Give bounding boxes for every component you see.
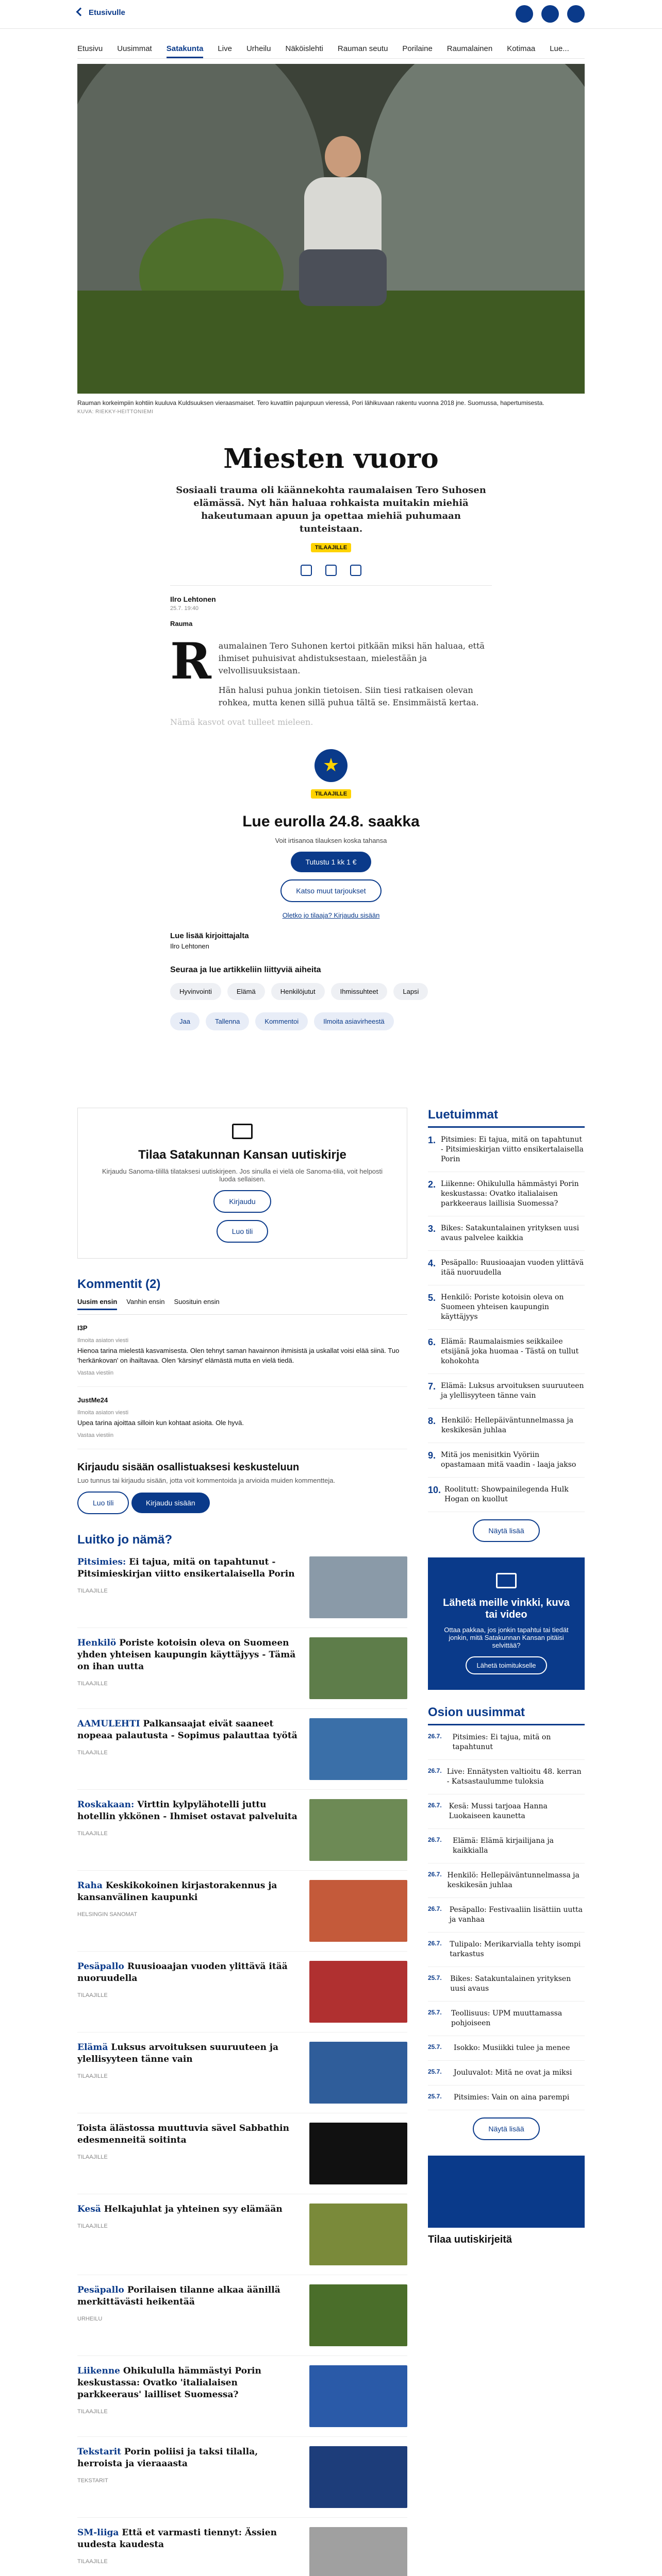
latest-item[interactable]: [428, 2002, 585, 2036]
list-item-meta: TILAAJILLE: [77, 1992, 108, 1998]
author-link[interactable]: Ilro Lehtonen: [170, 942, 209, 950]
latest-title[interactable]: Isokko: Musiikki tulee ja menee: [454, 2044, 570, 2052]
topics-heading: Seuraa ja lue artikkeliin liittyviä aiheita: [170, 965, 321, 974]
article-lead: Sosiaali trauma oli käännekohta raumalaisen Tero Suhosen elämässä. Nyt hän haluaa rohkaista muitakin miehiä hakeutumaan apuun ja opettaa miehiä puhumaan tunteistaan.: [176, 485, 486, 534]
list-item-kicker: Pesäpallo: [77, 1961, 124, 1972]
list-item-title[interactable]: Ei tajua, mitä on tapahtunut - Pitsimieskirjan viitto ensikertalaisella Porin: [77, 1557, 295, 1579]
topic-chips: [170, 983, 492, 1000]
most-read-title[interactable]: Elämä: Raumalaismies seikkailee etsijänä joka huomaa - Tästä on tullut kohokohta: [441, 1337, 579, 1365]
list-item[interactable]: [77, 1790, 407, 1871]
newsletter-banner[interactable]: [428, 2156, 585, 2228]
list-item-text: [77, 1880, 300, 1942]
section-latest-more[interactable]: Näytä lisää: [473, 2117, 539, 2140]
most-read-number: 2.: [428, 1179, 436, 1190]
latest-item[interactable]: [428, 1967, 585, 2002]
section-latest: [428, 1705, 585, 2140]
article: [170, 443, 492, 1030]
list-item[interactable]: [77, 1547, 407, 1628]
list-item-text: [77, 2204, 300, 2265]
publish-date: 25.7. 19:40: [170, 605, 199, 612]
list-item-text: [77, 1799, 300, 1861]
most-read-item[interactable]: [428, 1330, 585, 1374]
list-item-title[interactable]: Toista älästossa muuttuvia sävel Sabbathin edesmenneitä soitinta: [77, 2123, 289, 2145]
topic-chip[interactable]: Lapsi: [393, 983, 428, 1000]
list-item[interactable]: [77, 2356, 407, 2437]
comment-tab[interactable]: Vanhin ensin: [126, 1298, 165, 1306]
paywall: [170, 749, 492, 919]
most-read-title[interactable]: Liikenne: Ohikululla hämmästyi Porin keskustassa: Ovatko italialaisen parkkeeraus laillisia Suomessa?: [441, 1180, 579, 1208]
list-item-title[interactable]: Poriste kotoisin oleva on Suomeen yhden yhteisen kaupungin käyttäjyys - Tämä on ihan uutta: [77, 1638, 296, 1672]
most-read-item[interactable]: [428, 1443, 585, 1478]
paywall-title: Lue eurolla 24.8. saakka: [242, 813, 420, 830]
tip-text: Ottaa pakkaa, jos jonkin tapahtui tai tiedät jonkin, mitä Satakunnan Kansan pitäisi selvittää?: [444, 1626, 569, 1649]
list-item-kicker: Raha: [77, 1880, 103, 1891]
list-item-text: [77, 2284, 300, 2346]
latest-title[interactable]: Elämä: Elämä kirjailijana ja kaikkialla: [453, 1837, 554, 1855]
share-button[interactable]: Kommentoi: [255, 1012, 308, 1030]
cta-title: Kirjaudu sisään osallistuaksesi keskusteluun: [77, 1462, 300, 1473]
latest-title[interactable]: Kesä: Mussi tarjoaa Hanna Luokaiseen kaunetta: [449, 1802, 548, 1820]
latest-title[interactable]: Bikes: Satakuntalainen yrityksen uusi avaus: [450, 1975, 571, 1993]
paragraph: aumalainen Tero Suhonen kertoi pitkään miksi hän haluaa, että ihmiset puhuisivat ahdistuksestaan, mielestään ja velvollisuuksistaan.: [218, 641, 485, 675]
photo-caption: Rauman korkeimpiin kohtiin kuuluva Kuldsuuksen vieraasmaiset. Tero kuvattiin pajunpuun vieressä, Pori lähikuvaan rakentu vuonna 2018 jne. Suomussa, hapertumisesta. KUVA: RIEKKY-HEITTONIEMI: [77, 399, 585, 416]
nav-item[interactable]: Näköislehti: [285, 44, 323, 53]
most-read-number: 4.: [428, 1258, 436, 1268]
reply-link[interactable]: Vastaa viestiin: [77, 1370, 114, 1376]
most-read-number: 5.: [428, 1293, 436, 1303]
hero-photo: [77, 64, 585, 394]
list-item-meta: TILAAJILLE: [77, 2409, 108, 2415]
list-item-title[interactable]: Helkajuhlat ja yhteinen syy elämään: [104, 2204, 283, 2214]
list-item-kicker: Kesä: [77, 2204, 101, 2214]
latest-title[interactable]: Pitsimies: Ei tajua, mitä on tapahtunut: [452, 1733, 551, 1751]
most-read-heading: Luetuimmat: [428, 1108, 585, 1128]
tip-box: [428, 1557, 585, 1690]
top-icons: [516, 5, 585, 23]
section-latest-heading: Osion uusimmat: [428, 1705, 585, 1725]
latest-time: 26.7.: [428, 1802, 442, 1809]
most-read-number: 10.: [428, 1485, 441, 1495]
list-item-kicker: Henkilö: [77, 1638, 117, 1648]
latest-title[interactable]: Tulipalo: Merikarvialla tehty isompi tarkastus: [450, 1940, 581, 1958]
latest-time: 26.7.: [428, 1767, 442, 1774]
comment-tab[interactable]: Uusim ensin: [77, 1298, 117, 1310]
top-bar: [0, 0, 662, 29]
latest-title[interactable]: Jouluvalot: Mitä ne ovat ja miksi: [454, 2069, 572, 2077]
latest-item[interactable]: [428, 1794, 585, 1829]
article-actions: [170, 565, 492, 576]
latest-time: 25.7.: [428, 2068, 442, 2075]
location: Rauma: [170, 620, 193, 628]
author-name[interactable]: Ilro Lehtonen: [170, 595, 216, 603]
list-item-title[interactable]: Palkansaajat eivät saaneet nopeaa palautusta - Sopimus palauttaa työtä: [77, 1719, 297, 1741]
most-read-number: 3.: [428, 1224, 436, 1234]
nav-item[interactable]: Raumalainen: [446, 44, 493, 53]
list-item-text: [77, 1961, 300, 2023]
most-read-title[interactable]: Bikes: Satakuntalainen yrityksen uusi avaus palvelee kaikkia: [441, 1224, 580, 1242]
list-item-thumbnail[interactable]: [309, 2042, 407, 2104]
list-item-meta: TILAAJILLE: [77, 2558, 108, 2565]
latest-item[interactable]: [428, 2061, 585, 2086]
newsletter-login-button[interactable]: Kirjaudu: [213, 1190, 271, 1213]
list-item[interactable]: [77, 2194, 407, 2275]
list-item-text: [77, 1556, 300, 1618]
list-heading: Luitko jo nämä?: [77, 1533, 173, 1547]
share-button[interactable]: Jaa: [170, 1012, 200, 1030]
most-read-title[interactable]: Pitsimies: Ei tajua, mitä on tapahtunut - Pitsimieskirjan viitto ensikertalaisella Porin: [441, 1136, 584, 1163]
list-item-thumbnail[interactable]: [309, 2446, 407, 2508]
latest-time: 26.7.: [428, 1871, 442, 1878]
login-button[interactable]: Kirjaudu sisään: [131, 1493, 210, 1513]
topic-chip[interactable]: Ihmissuhteet: [331, 983, 388, 1000]
newsletter-banner-title: Tilaa uutiskirjeitä: [428, 2234, 512, 2245]
list-item[interactable]: [77, 1871, 407, 1952]
latest-item[interactable]: [428, 1933, 585, 1967]
list-item-thumbnail[interactable]: [309, 2123, 407, 2184]
newsletter-create-button[interactable]: Luo tili: [217, 1220, 268, 1243]
most-read-title[interactable]: Henkilö: Poriste kotoisin oleva on Suomeen yhteisen kaupungin käyttäjyys: [441, 1293, 564, 1321]
list-item[interactable]: [77, 2437, 407, 2518]
latest-title[interactable]: Henkilö: Hellepäiväntunnelmassa ja keskikesän juhlaa: [447, 1871, 580, 1889]
latest-time: 26.7.: [428, 1836, 442, 1843]
most-read-number: 9.: [428, 1450, 436, 1461]
main-column: [77, 1108, 407, 2576]
envelope-icon: [232, 1124, 253, 1139]
list-item-meta: TILAAJILLE: [77, 1681, 108, 1687]
latest-time: 25.7.: [428, 2093, 442, 2100]
list-item-text: [77, 2527, 300, 2576]
latest-title[interactable]: Pitsimies: Vain on aina parempi: [454, 2093, 570, 2102]
list-item[interactable]: [77, 2113, 407, 2194]
list-item-meta: TILAAJILLE: [77, 1750, 108, 1756]
article-list: [77, 1547, 407, 2576]
list-item-meta: URHEILU: [77, 2316, 103, 2322]
comments-heading: Kommentit (2): [77, 1277, 161, 1291]
list-item[interactable]: [77, 2275, 407, 2356]
nav-item[interactable]: Porilaine: [402, 44, 433, 53]
most-read-item[interactable]: [428, 1251, 585, 1285]
share-button[interactable]: Ilmoita asiavirheestä: [314, 1012, 394, 1030]
report-link[interactable]: Ilmoita asiaton viesti: [77, 1410, 129, 1416]
report-link[interactable]: Ilmoita asiaton viesti: [77, 1337, 129, 1344]
most-read-item[interactable]: [428, 1409, 585, 1443]
nav-item[interactable]: Rauman seutu: [337, 44, 388, 53]
nav-item[interactable]: Lue...: [550, 44, 569, 53]
list-item-meta: TILAAJILLE: [77, 2154, 108, 2160]
comment-text: Upea tarina ajoittaa silloin kun kohtaat asioita. Ole hyvä.: [77, 1419, 244, 1427]
list-item-title[interactable]: Keskikokoinen kirjastorakennus ja kansanvälinen kaupunki: [77, 1880, 277, 1903]
most-read-number: 1.: [428, 1135, 436, 1145]
list-item-text: [77, 1637, 300, 1699]
list-item-title[interactable]: Luksus arvoituksen suuruuteen ja ylellisyyteen tänne vain: [77, 2042, 279, 2064]
most-read-number: 7.: [428, 1381, 436, 1392]
paywall-badge: TILAAJILLE: [311, 789, 351, 799]
list-item-thumbnail[interactable]: [309, 1961, 407, 2023]
most-read-title[interactable]: Roolitutt: Showpainilegenda Hulk Hogan on kuollut: [444, 1485, 569, 1503]
subscribe-button[interactable]: Tutustu 1 kk 1 €: [291, 852, 371, 872]
topic-chip[interactable]: Elämä: [227, 983, 265, 1000]
list-item-kicker: Liikenne: [77, 2366, 120, 2376]
list-item-text: [77, 2042, 300, 2104]
most-read: [428, 1108, 585, 1542]
list-item-kicker: SM-liiga: [77, 2528, 119, 2538]
latest-title[interactable]: Pesäpallo: Festivaaliin lisättiin uutta ja vanhaa: [449, 1906, 583, 1924]
newsletter-text: Kirjaudu Sanoma-tilillä tilataksesi uutiskirjeen. Jos sinulla ei vielä ole Sanoma-tiliä, voit helposti luoda sellaisen.: [102, 1167, 383, 1183]
list-item[interactable]: [77, 1952, 407, 2032]
latest-time: 25.7.: [428, 2043, 442, 2050]
list-item-title[interactable]: Virttin kylpylähotelli juttu hotellin ykkönen - Ihmiset ostavat palveluita: [77, 1800, 297, 1822]
most-read-number: 6.: [428, 1337, 436, 1347]
subscriber-badge: TILAAJILLE: [311, 543, 351, 552]
paragraph: Hän halusi puhua jonkin tietoisen. Siin tiesi ratkaisen olevan rohkea, mutta kenen sillä puhua tältä se. Ensimmäistä kertaa.: [218, 685, 479, 707]
comment-text: Hienoa tarina mielestä kasvamisesta. Olen tehnyt saman havainnon ihmisistä ja uskallat voisi elää siinä. Tuo 'herkänkovan' on ihailtavaa. Olen 'kärsinyt' elämästä mutta en vielä tiedä.: [77, 1347, 400, 1364]
list-item-thumbnail[interactable]: [309, 1880, 407, 1942]
nav-item[interactable]: Live: [218, 44, 232, 53]
latest-title[interactable]: Live: Ennätysten valtioitu 48. kerran - Katsastaulumme tuloksia: [446, 1768, 582, 1786]
paywall-sub: Voit irtisanoa tilauksen koska tahansa: [275, 837, 387, 844]
list-item-title[interactable]: Ohikululla hämmästyi Porin keskustassa: Ovatko 'italialaisen parkkeeraus' lailliset Suomessa?: [77, 2366, 261, 2400]
back-label: Etusivulle: [89, 8, 125, 17]
list-item-kicker: Roskakaan:: [77, 1800, 135, 1810]
list-item-text: [77, 1718, 300, 1780]
share-bar: [170, 1012, 492, 1030]
most-read-item[interactable]: [428, 1216, 585, 1251]
section-nav: [77, 40, 585, 59]
brand-logo-icon: [315, 749, 347, 782]
comment: [77, 1387, 407, 1449]
drop-cap: R: [170, 632, 211, 690]
latest-item[interactable]: [428, 2086, 585, 2110]
list-item-kicker: Pesäpallo: [77, 2285, 124, 2295]
list-item-thumbnail[interactable]: [309, 2527, 407, 2576]
list-item-title[interactable]: Ruusioaajan vuoden ylittävä itää nuoruudella: [77, 1961, 288, 1984]
list-item-thumbnail[interactable]: [309, 1718, 407, 1780]
list-item[interactable]: [77, 1628, 407, 1709]
latest-item[interactable]: [428, 1760, 585, 1794]
create-account-button[interactable]: Luo tili: [77, 1492, 129, 1514]
list-item-meta: TILAAJILLE: [77, 1831, 108, 1837]
list-item-text: [77, 2446, 300, 2508]
list-item-title[interactable]: Porilaisen tilanne alkaa äänillä merkittävästi heikentää: [77, 2285, 280, 2307]
login-link[interactable]: Oletko jo tilaaja? Kirjaudu sisään: [282, 911, 380, 919]
list-item-text: [77, 2365, 300, 2427]
chat-icon: [496, 1573, 517, 1588]
list-item-title[interactable]: Porin poliisi ja taksi tilalla, herroista ja vieraaasta: [77, 2447, 258, 2469]
more-heading: Lue lisää kirjoittajalta: [170, 931, 249, 940]
list-item-meta: TILAAJILLE: [77, 2223, 108, 2229]
topic-chip[interactable]: Hyvinvointi: [170, 983, 221, 1000]
most-read-title[interactable]: Henkilö: Hellepäiväntunnelmassa ja keskikesän juhlaa: [441, 1416, 574, 1434]
share-button[interactable]: Tallenna: [206, 1012, 249, 1030]
person-figure: [299, 136, 387, 306]
latest-time: 25.7.: [428, 1974, 442, 1981]
nav-item[interactable]: Uusimmat: [117, 44, 152, 53]
comment-tabs: [77, 1298, 407, 1315]
latest-time: 26.7.: [428, 1940, 442, 1947]
list-item-kicker: AAMULEHTI: [77, 1719, 140, 1729]
list-item[interactable]: [77, 2518, 407, 2576]
list-item-meta: TILAAJILLE: [77, 1588, 108, 1594]
list-item[interactable]: [77, 2032, 407, 2113]
list-item-meta: TILAAJILLE: [77, 2073, 108, 2079]
most-read-title[interactable]: Pesäpallo: Ruusioaajan vuoden ylittävä itää nuoruudella: [441, 1259, 584, 1277]
latest-time: 25.7.: [428, 2009, 442, 2016]
back-link[interactable]: [77, 8, 125, 17]
faded-paragraph: Nämä kasvot ovat tulleet mieleen.: [170, 717, 313, 727]
most-read-more[interactable]: Näytä lisää: [473, 1519, 539, 1542]
article-title: Miesten vuoro: [223, 443, 439, 474]
nav-item[interactable]: Satakunta: [167, 40, 204, 58]
nav-item[interactable]: Etusivu: [77, 44, 103, 53]
most-read-item[interactable]: [428, 1128, 585, 1172]
most-read-item[interactable]: [428, 1374, 585, 1409]
comment: [77, 1315, 407, 1387]
offers-button[interactable]: Katso muut tarjoukset: [280, 879, 381, 902]
list-item[interactable]: [77, 1709, 407, 1790]
most-read-number: 8.: [428, 1416, 436, 1426]
list-item-thumbnail[interactable]: [309, 2204, 407, 2265]
most-read-title[interactable]: Mitä jos menisitkin Vyöriin opastamaan mitä vaadin - laaja jakso: [441, 1451, 576, 1469]
list-item-thumbnail[interactable]: [309, 1799, 407, 1861]
nav-item[interactable]: Urheilu: [246, 44, 271, 53]
bookmark-icon[interactable]: [325, 565, 337, 576]
latest-item[interactable]: [428, 1725, 585, 1760]
most-read-item[interactable]: [428, 1478, 585, 1512]
list-item-text: [77, 2123, 300, 2184]
latest-title[interactable]: Teollisuus: UPM muuttamassa pohjoiseen: [451, 2009, 562, 2027]
user-icon[interactable]: [567, 5, 585, 23]
latest-time: 26.7.: [428, 1733, 442, 1740]
list-item-title[interactable]: Että et varmasti tiennyt: Ässien uudesta kaudesta: [77, 2528, 277, 2550]
latest-item[interactable]: [428, 2036, 585, 2061]
sidebar: [428, 1108, 585, 2246]
cta-text: Luo tunnus tai kirjaudu sisään, jotta voit kommentoida ja arvioida muiden kommentteja.: [77, 1477, 336, 1484]
chevron-left-icon: [76, 8, 85, 16]
list-item-thumbnail[interactable]: [309, 2284, 407, 2346]
comment-icon[interactable]: [350, 565, 361, 576]
list-item-thumbnail[interactable]: [309, 1556, 407, 1618]
list-item-kicker: Tekstarit: [77, 2447, 121, 2457]
search-icon[interactable]: [516, 5, 533, 23]
comment-author: JustMe24: [77, 1396, 108, 1404]
list-item-meta: HELSINGIN SANOMAT: [77, 1911, 137, 1918]
list-item-kicker: Elämä: [77, 2042, 108, 2053]
newsletter-title: Tilaa Satakunnan Kansan uutiskirje: [138, 1148, 346, 1162]
latest-item[interactable]: [428, 1829, 585, 1863]
most-read-item[interactable]: [428, 1172, 585, 1216]
tip-button[interactable]: Lähetä toimitukselle: [466, 1656, 548, 1674]
list-item-kicker: Pitsimies:: [77, 1557, 126, 1567]
latest-item[interactable]: [428, 1898, 585, 1933]
most-read-title[interactable]: Elämä: Luksus arvoituksen suuruuteen ja ylellisyyteen tänne vain: [441, 1382, 584, 1400]
article-body: [219, 640, 492, 716]
tip-title: Lähetä meille vinkki, kuva tai video: [443, 1597, 570, 1620]
topic-chip[interactable]: Henkilöjutut: [271, 983, 325, 1000]
list-item-thumbnail[interactable]: [309, 2365, 407, 2427]
latest-item[interactable]: [428, 1863, 585, 1898]
comment-tab[interactable]: Suosituin ensin: [174, 1298, 220, 1306]
latest-time: 26.7.: [428, 1905, 442, 1912]
list-item-meta: TEKSTARIT: [77, 2478, 108, 2484]
bookmark-icon[interactable]: [541, 5, 559, 23]
newsletter-box: [77, 1108, 407, 1259]
comment-login-cta: [77, 1462, 407, 1514]
list-item-thumbnail[interactable]: [309, 1637, 407, 1699]
photo-credit: KUVA: RIEKKY-HEITTONIEMI: [77, 409, 154, 415]
most-read-item[interactable]: [428, 1285, 585, 1330]
reply-link[interactable]: Vastaa viestiin: [77, 1432, 114, 1438]
comment-author: I3P: [77, 1324, 88, 1332]
nav-item[interactable]: Kotimaa: [507, 44, 536, 53]
comment-list: [77, 1315, 407, 1449]
share-icon[interactable]: [301, 565, 312, 576]
more-from-author: [170, 931, 492, 950]
